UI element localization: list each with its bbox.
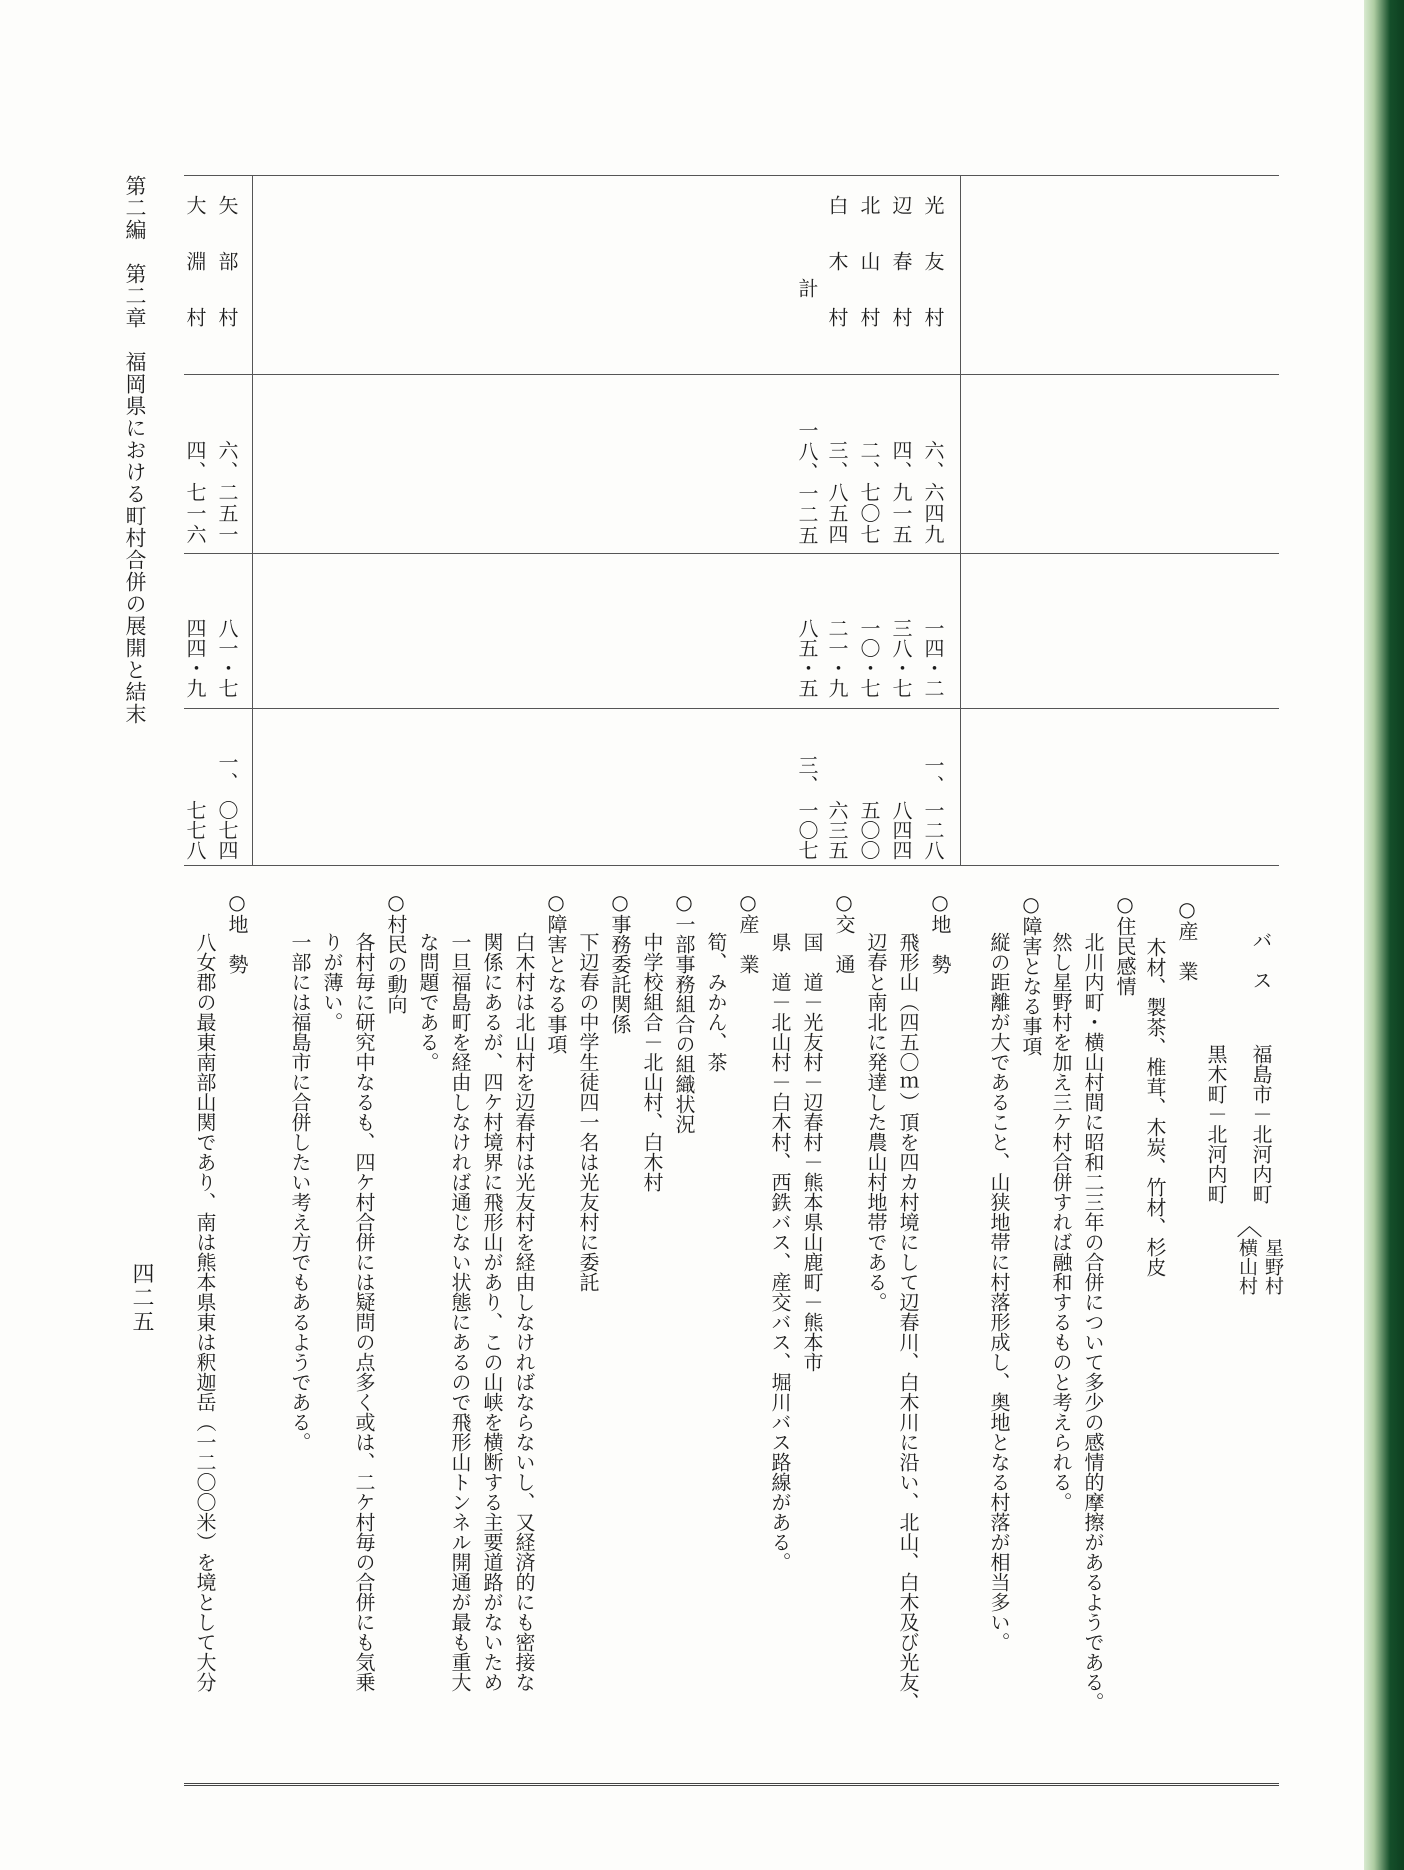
note-residents-line-2: りが薄い。 — [320, 932, 344, 1032]
column-divider-right — [960, 176, 961, 865]
note-industry-heading: ○産 業 — [1175, 897, 1199, 981]
row-val-total-b: 一〇七 — [795, 800, 819, 860]
row-val-total-a: 三、 — [795, 755, 819, 795]
note-obstacle2-line-1: 白木村は北山村を辺春村は光友村を経由しなければならないし、又経済的にも密接な — [512, 932, 536, 1692]
running-head: 第二編 第二章 福岡県における町村合併の展開と結末 — [123, 175, 147, 725]
row-pop-obuchi: 四、七一六 — [183, 440, 207, 545]
row-pop-koyu: 六、六四九 — [921, 440, 945, 545]
row-name-koyu: 光友村 — [921, 195, 945, 363]
row-area-koyu: 一四・二 — [921, 618, 945, 698]
row-rule-2 — [184, 553, 1279, 554]
row-pop-shiraki: 三、八五四 — [825, 440, 849, 545]
row-area-hebaru: 三八・七 — [889, 618, 913, 698]
row-rule-1 — [184, 374, 1279, 375]
row-pop-total: 一八、一二五 — [795, 420, 819, 546]
bus-brace-item-1: 星野村 — [1262, 1238, 1284, 1295]
bus-brace-item-2: 横山村 — [1236, 1238, 1258, 1295]
note-industry2-heading: ○産 業 — [736, 890, 760, 974]
note-feeling-line-1: 北川内町・横山村間に昭和二三年の合併について多少の感情的摩擦があるようである。 — [1081, 932, 1105, 1712]
table-bottom-rule — [184, 1783, 1279, 1786]
note-obstacle2-line-3: 一旦福島町を経由しなければ通じない状態にあるので飛形山トンネル開通が最も重大 — [448, 932, 472, 1692]
row-rule-4 — [184, 865, 1279, 866]
table-top-rule — [184, 175, 1279, 176]
note-feeling-line-2: 然し星野村を加え三ケ村合併すれば融和するものと考えられる。 — [1049, 932, 1073, 1512]
note-residents-line-3: 一部には福島市に合併したい考え方でもあるようである。 — [288, 932, 312, 1452]
note-industry2-line: 筍、みかん、茶 — [704, 932, 728, 1072]
note-obstacle-line: 縦の距離が大であること、山狭地帯に村落形成し、奥地となる村落が相当多い。 — [987, 932, 1011, 1652]
row-area-yabe: 八一・七 — [215, 618, 239, 698]
note-union-heading: ○一部事務組合の組織状況 — [672, 890, 696, 1134]
page-number: 四二五 — [129, 1262, 154, 1334]
row-area-shiraki: 二一・九 — [825, 618, 849, 698]
note-terrain2-heading: ○地 勢 — [225, 890, 249, 974]
bus-brace: 〈 — [1232, 1212, 1262, 1238]
bus-label: バ ス — [1249, 930, 1273, 990]
row-pop-hebaru: 四、九一五 — [889, 440, 913, 545]
note-terrain-heading: ○地 勢 — [928, 890, 952, 974]
note-feeling-heading: ○住民感情 — [1113, 892, 1137, 996]
page-edge — [1364, 0, 1404, 1870]
row-name-total: 計 — [795, 278, 819, 298]
note-consign-heading: ○事務委託関係 — [608, 890, 632, 1034]
row-name-kitayama: 北山村 — [857, 195, 881, 363]
note-obstacle2-line-4: な問題である。 — [416, 932, 440, 1072]
note-obstacle-heading: ○障害となる事項 — [1019, 892, 1043, 1056]
note-terrain2-line: 八女郡の最東南部山関であり、南は熊本県東は釈迦岳（一二〇〇米）を境として大分 — [193, 932, 217, 1692]
bus-line-1: 福島市－北河内町 — [1249, 1044, 1273, 1204]
note-industry-line: 木材、製茶、椎茸、木炭、竹材、杉皮 — [1143, 937, 1167, 1277]
row-area-obuchi: 四四・九 — [183, 618, 207, 698]
note-terrain-line-1: 飛形山（四五〇ｍ）頂を四カ村境にして辺春川、白木川に沿い、北山、白木及び光友、 — [896, 932, 920, 1712]
note-union-line: 中学校組合－北山村、白木村 — [640, 932, 664, 1192]
note-traffic-heading: ○交 通 — [832, 890, 856, 974]
row-val-hebaru: 八四四 — [889, 800, 913, 860]
row-pop-kitayama: 二、七〇七 — [857, 440, 881, 545]
row-val-yabe-a: 一、 — [215, 752, 239, 792]
note-traffic-line-1: 国 道－光友村－辺春村－熊本県山鹿町－熊本市 — [800, 932, 824, 1372]
row-rule-3 — [184, 708, 1279, 709]
row-val-koyu-a: 一、 — [921, 755, 945, 795]
column-divider-left — [252, 176, 253, 865]
row-name-shiraki: 白木村 — [825, 195, 849, 363]
note-terrain-line-2: 辺春と南北に発達した農山村地帯である。 — [864, 932, 888, 1312]
row-val-obuchi: 七七八 — [183, 800, 207, 860]
row-area-total: 八五・五 — [795, 618, 819, 698]
note-consign-line: 下辺春の中学生徒四一名は光友村に委託 — [576, 932, 600, 1292]
row-name-hebaru: 辺春村 — [889, 195, 913, 363]
note-obstacle2-heading: ○障害となる事項 — [544, 890, 568, 1054]
row-pop-yabe: 六、二五一 — [215, 440, 239, 545]
note-residents-heading: ○村民の動向 — [384, 890, 408, 1014]
row-val-koyu-b: 一二八 — [921, 800, 945, 860]
bus-line-2: 黒木町－北河内町 — [1204, 1044, 1228, 1204]
row-name-obuchi: 大淵村 — [183, 195, 207, 363]
note-obstacle2-line-2: 関係にあるが、四ケ村境界に飛形山があり、この山峡を横断する主要道路がないため — [480, 932, 504, 1692]
row-name-yabe: 矢部村 — [215, 195, 239, 363]
row-area-kitayama: 一〇・七 — [857, 618, 881, 698]
row-val-shiraki: 六三五 — [825, 800, 849, 860]
row-val-kitayama: 五〇〇 — [857, 800, 881, 860]
note-residents-line-1: 各村毎に研究中なるも、四ケ村合併には疑問の点多く或は、二ケ村毎の合併にも気乗 — [352, 932, 376, 1692]
note-traffic-line-2: 県 道－北山村－白木村、西鉄バス、産交バス、堀川バス路線がある。 — [768, 932, 792, 1572]
row-val-yabe-b: 〇七四 — [215, 800, 239, 860]
